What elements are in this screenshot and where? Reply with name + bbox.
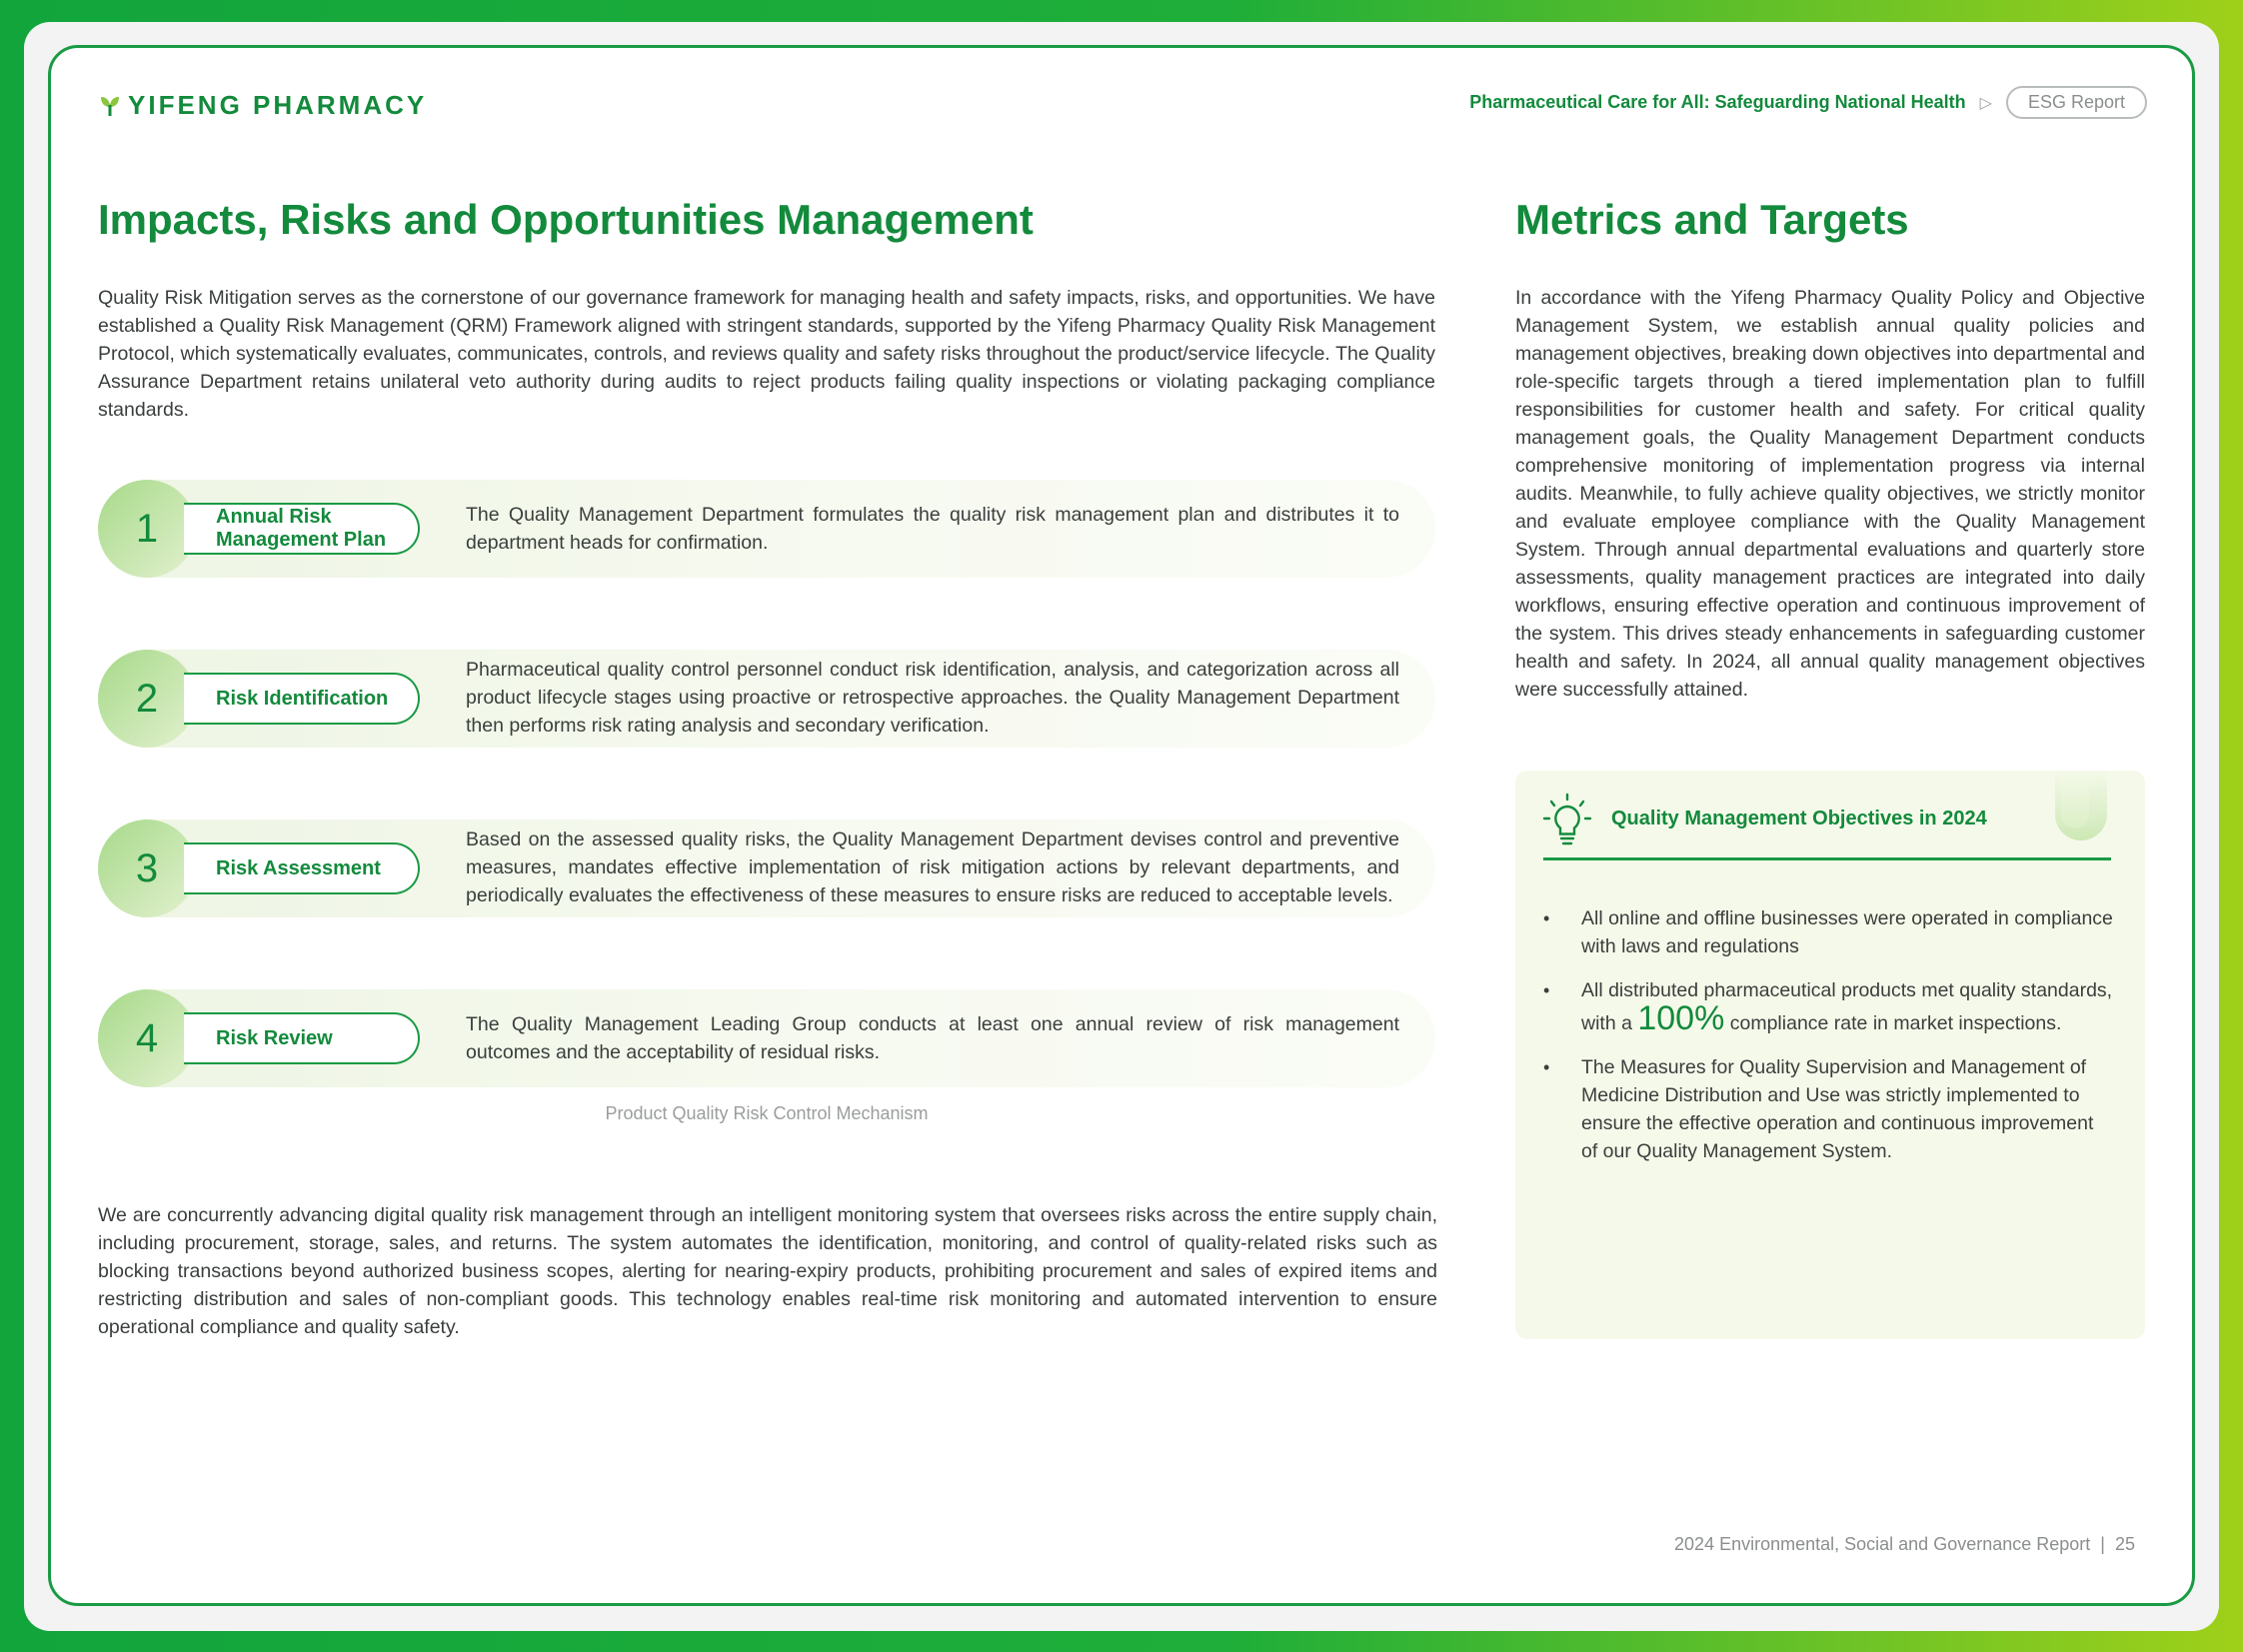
- risk-step-2: [98, 650, 1435, 748]
- step-number: 2: [98, 650, 196, 748]
- objectives-divider: [1543, 857, 2111, 860]
- compliance-rate-value: 100%: [1637, 999, 1725, 1037]
- step-label: Risk Identification: [184, 673, 420, 725]
- step-label: Annual Risk Management Plan: [184, 503, 420, 555]
- header-nav: [1469, 86, 2147, 119]
- step-description: Pharmaceutical quality control personnel conduct risk identification, analysis, and categorization across all product lifecycle stages using proactive or retrospective approaches. the Quality Management Department then performs risk rating analysis and secondary verification.: [466, 659, 1399, 737]
- step-number: 3: [98, 820, 196, 917]
- objectives-title: Quality Management Objectives in 2024: [1611, 808, 1987, 829]
- objectives-list: [1543, 904, 2113, 1181]
- step-description: Based on the assessed quality risks, the Quality Management Department devises control and preventive measures, mandates effective implementation of risk mitigation actions by relevant departments, and periodically evaluates the effectiveness of these measures to ensure risks are reduced to acceptable levels.: [466, 828, 1399, 906]
- section-title-metrics: Metrics and Targets: [1515, 196, 1909, 243]
- risk-step-3: [98, 820, 1435, 917]
- objective-text: All distributed pharmaceutical products met quality standards, with a: [1581, 979, 2113, 1034]
- page-footer: [1674, 1534, 2135, 1555]
- brand-logo: [100, 90, 427, 121]
- step-label: Risk Review: [184, 1012, 420, 1064]
- brand-name: YIFENG PHARMACY: [128, 90, 428, 120]
- diagram-caption: Product Quality Risk Control Mechanism: [605, 1103, 929, 1123]
- section-title-impacts: Impacts, Risks and Opportunities Management: [98, 196, 1034, 243]
- objective-item: • All online and offline businesses were operated in compliance with laws and regulations: [1543, 904, 2113, 960]
- footer-report-name: 2024 Environmental, Social and Governance Report: [1674, 1534, 2091, 1554]
- intro-paragraph: Quality Risk Mitigation serves as the cornerstone of our governance framework for managing health and safety impacts, risks, and opportunities. We have established a Quality Risk Management (QRM) Framework aligned with stringent standards, supported by the Yifeng Pharmacy Quality Risk Management Protocol, which systematically evaluates, communicates, controls, and reviews quality and safety risks throughout the product/service lifecycle. The Quality Assurance Department retains unilateral veto authority during audits to reject products failing quality inspections or violating packaging compliance standards.: [98, 287, 1435, 421]
- step-label: Risk Assessment: [184, 842, 420, 894]
- page-number: 25: [2114, 1534, 2135, 1554]
- objective-text: compliance rate in market inspections.: [1724, 1012, 2062, 1034]
- objectives-panel: [1515, 771, 2145, 1339]
- risk-step-4: [98, 989, 1435, 1087]
- triangle-right-icon: ▷: [1979, 94, 1992, 112]
- lightbulb-icon: [1541, 793, 1593, 852]
- closing-paragraph: We are concurrently advancing digital quality risk management through an intelligent monitoring system that oversees risks across the entire supply chain, including procurement, storage, sales, and returns. The system automates the identification, monitoring, and control of quality-related risks such as blocking transactions beyond authorized business scopes, alerting for nearing-expiry products, prohibiting procurement and sales of expired items and restricting distribution and sales of non-compliant goods. This technology enables real-time risk monitoring and automated intervention to ensure operational compliance and quality safety.: [98, 1204, 1437, 1338]
- step-number: 4: [98, 989, 196, 1087]
- esg-report-badge[interactable]: ESG Report: [2006, 86, 2147, 119]
- step-description: The Quality Management Leading Group conducts at least one annual review of risk management outcomes and the acceptability of residual risks.: [466, 1013, 1399, 1063]
- footer-separator: |: [2100, 1534, 2105, 1554]
- objective-item: • The Measures for Quality Supervision and Management of Medicine Distribution and Use was strictly implemented to ensure the effective operation and continuous improvement of our Quality Management System.: [1543, 1053, 2113, 1165]
- metrics-paragraph: In accordance with the Yifeng Pharmacy Quality Policy and Objective Management System, we establish annual quality policies and management objectives, breaking down objectives into departmental and role-specific targets through a tiered implementation plan to fulfill responsibilities for customer health and safety. For critical quality management goals, the Quality Management Department conducts comprehensive monitoring of implementation progress via internal audits. Meanwhile, to fully achieve quality objectives, we strictly monitor and evaluate employee compliance with the Quality Management System. Through annual departmental evaluations and quarterly store assessments, quality management practices are integrated into daily workflows, ensuring effective operation and continuous improvement of the system. This drives steady enhancements in safeguarding customer health and safety. In 2024, all annual quality management objectives were successfully attained.: [1515, 287, 2145, 701]
- step-description: The Quality Management Department formulates the quality risk management plan and distributes it to department heads for confirmation.: [466, 504, 1399, 554]
- objective-item: [1543, 976, 2113, 1037]
- step-number: 1: [98, 480, 196, 578]
- leaf-logo-icon: [100, 95, 120, 117]
- panel-decoration-inner: [2061, 771, 2089, 828]
- risk-step-1: [98, 480, 1435, 578]
- header-tagline: Pharmaceutical Care for All: Safeguarding National Health: [1469, 92, 1966, 112]
